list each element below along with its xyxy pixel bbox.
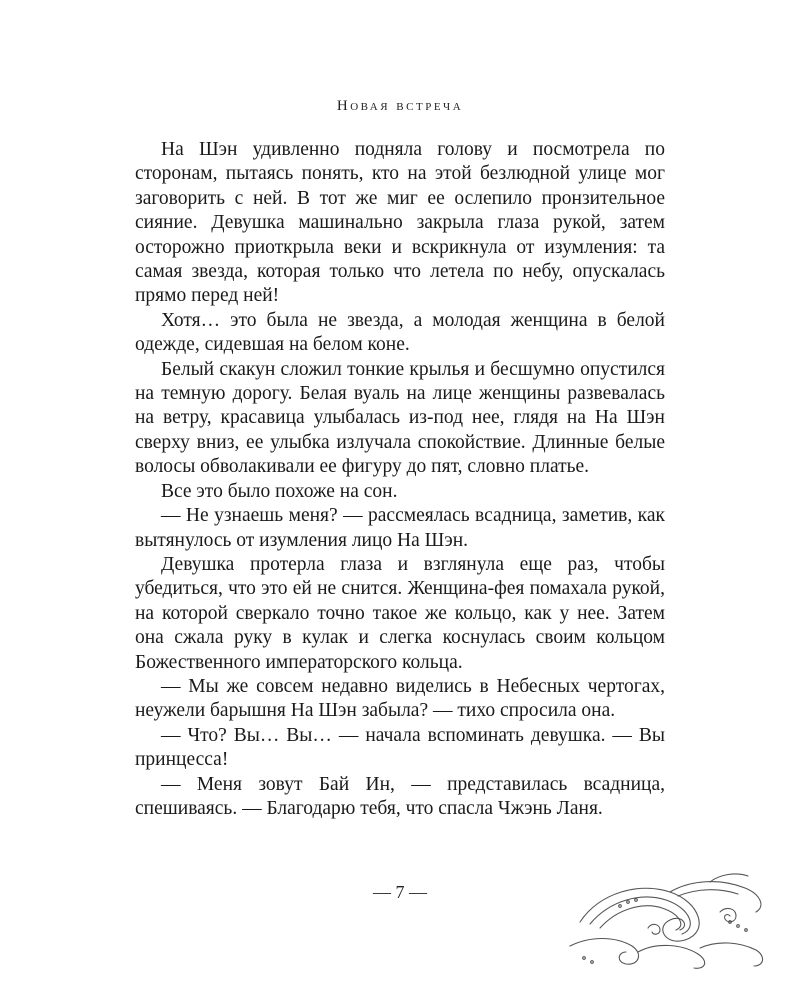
- wave-cloud-ornament-icon: [560, 862, 780, 972]
- paragraph: Все это было похоже на сон.: [161, 480, 398, 502]
- paragraph: — Что? Вы… Вы… — начала вспоминать девушка. — Вы принцесса!: [135, 724, 665, 771]
- paragraph: — Меня зовут Бай Ин, — представилась всадница, спешиваясь. — Благодарю тебя, что спасла Чжэнь Ланя.: [135, 773, 665, 819]
- body-text: [135, 138, 665, 821]
- paragraph: — Не узнаешь меня? — рассмеялась всадница, заметив, как вытянулось от изумления лицо На Шэн.: [135, 505, 665, 551]
- paragraph: Хотя… это была не звезда, а молодая женщина в белой одежде, сидевшая на белом коне.: [135, 309, 665, 356]
- page-number: — 7 —: [373, 882, 427, 902]
- running-header: Новая встреча: [336, 98, 464, 114]
- paragraph: Девушка протерла глаза и взглянула еще раз, чтобы убедиться, что это ей не снится. Женщина-фея помахала рукой, на которой сверкало точно такое же кольцо, как у нее. Затем она сжала руку в кулак и слегка коснулась своим кольцом Божественного императорского кольца.: [135, 553, 665, 673]
- paragraph: — Мы же совсем недавно виделись в Небесных чертогах, неужели барышня На Шэн забыла? — тихо спросила она.: [135, 675, 665, 722]
- paragraph: Белый скакун сложил тонкие крылья и бесшумно опустился на темную дорогу. Белая вуаль на лице женщины развевалась на ветру, красавица улыбалась из-под нее, глядя на На Шэн сверху вниз, ее улыбка излучала спокойствие. Длинные белые волосы обволакивали ее фигуру до пят, словно платье.: [135, 358, 665, 478]
- paragraph: На Шэн удивленно подняла голову и посмотрела по сторонам, пытаясь понять, кто на этой безлюдной улице мог заговорить с ней. В тот же миг ее ослепило пронзительное сияние. Девушка машинально закрыла глаза рукой, затем осторожно приоткрыла веки и вскрикнула от изумления: та самая звезда, которая только что летела по небу, опускалась прямо перед ней!: [135, 139, 665, 307]
